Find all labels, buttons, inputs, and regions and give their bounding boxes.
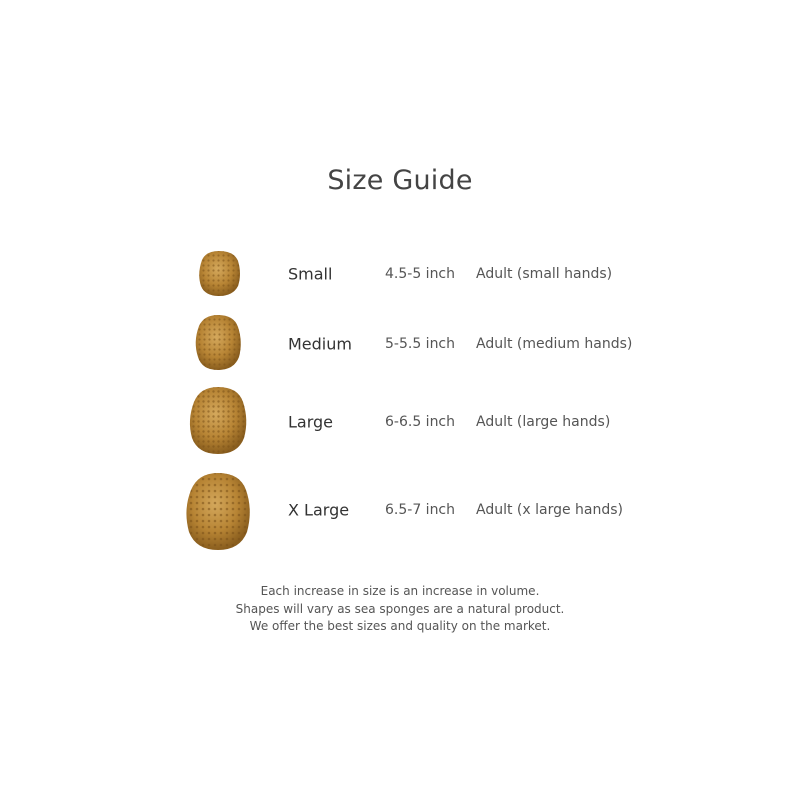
size-name-x-large: X Large: [288, 500, 350, 520]
large-sponge-image: [186, 384, 250, 456]
size-description-x-large: Adult (x large hands): [476, 502, 624, 518]
note-line: Each increase in size is an increase in volume.: [260, 584, 540, 598]
size-name-small: Small: [288, 264, 333, 284]
size-range-x-large: 6.5-7 inch: [385, 502, 456, 518]
medium-sponge-image: [192, 312, 244, 372]
page-title: Size Guide: [327, 165, 473, 196]
size-row-large: [0, 412, 800, 432]
size-row-medium: [0, 334, 800, 354]
size-range-small: 4.5-5 inch: [385, 266, 456, 282]
size-row-small: [0, 264, 800, 284]
small-sponge-image: [196, 248, 242, 298]
x-large-sponge-image: [182, 470, 254, 552]
size-description-medium: Adult (medium hands): [476, 336, 633, 352]
size-description-small: Adult (small hands): [476, 266, 613, 282]
size-notes: [0, 583, 800, 636]
size-name-large: Large: [288, 412, 334, 432]
size-range-large: 6-6.5 inch: [385, 414, 456, 430]
note-line: We offer the best sizes and quality on the market.: [249, 619, 551, 633]
note-line: Shapes will vary as sea sponges are a natural product.: [235, 601, 565, 616]
size-range-medium: 5-5.5 inch: [385, 336, 456, 352]
size-name-medium: Medium: [288, 334, 352, 354]
size-row-x-large: [0, 500, 800, 520]
size-description-large: Adult (large hands): [476, 414, 611, 430]
